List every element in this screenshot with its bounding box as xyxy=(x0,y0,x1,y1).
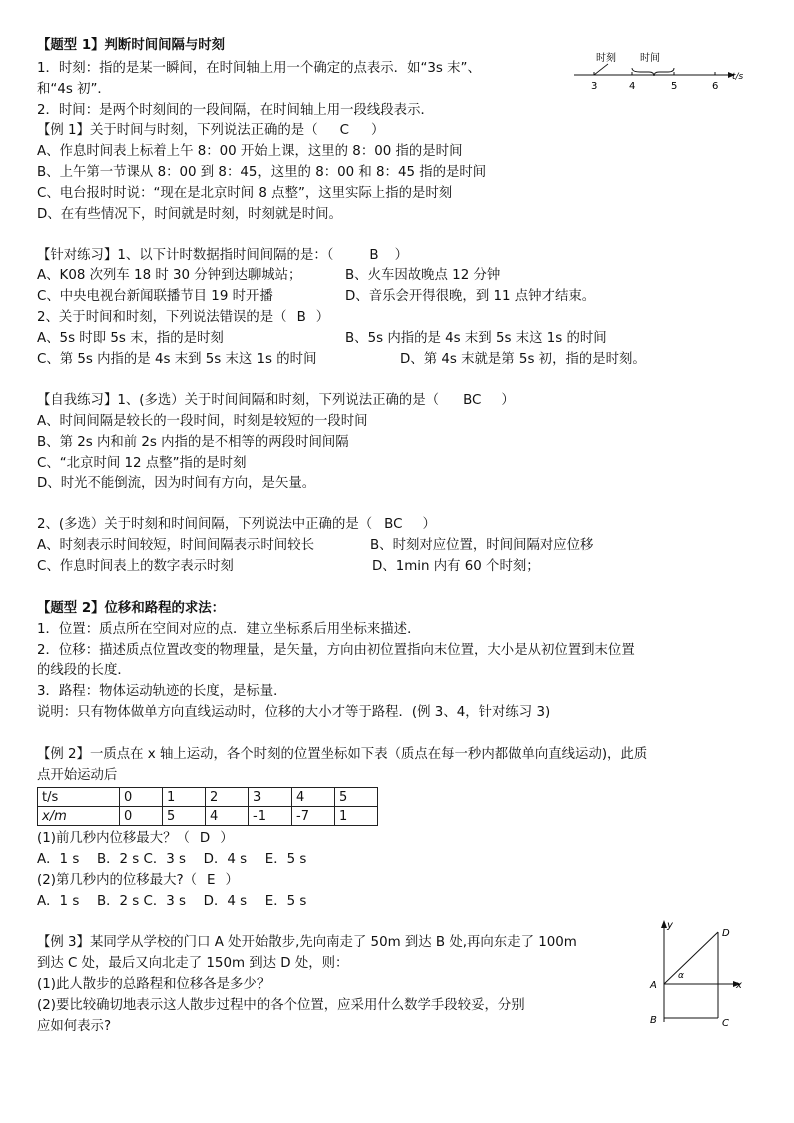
point-a-label: A xyxy=(650,980,657,991)
table-cell: x/m xyxy=(38,807,120,826)
table-cell: t/s xyxy=(38,788,120,807)
table-cell: 0 xyxy=(120,807,163,826)
practice-q2-answer: B xyxy=(296,310,306,325)
position-table xyxy=(37,787,378,826)
tick-label-3: 3 xyxy=(591,81,598,92)
ex1-option-d: D、在有些情况下，时间就是时刻，时刻就是时间。 xyxy=(37,207,342,222)
angle-alpha-label: α xyxy=(678,971,684,981)
table-cell: 3 xyxy=(249,788,292,807)
y-axis-label: y xyxy=(667,920,673,931)
s2-note: 说明：只有物体做单方向直线运动时，位移的大小才等于路程．(例 3、4，针对练习 3) xyxy=(37,705,551,720)
table-cell: -7 xyxy=(292,807,335,826)
ex3-q2: (2)要比较确切地表示这人散步过程中的各个位置，应采用什么数学手段较妥，分别 xyxy=(37,998,525,1013)
ex2-stem-cont: 点开始运动后 xyxy=(37,768,118,783)
table-cell: 4 xyxy=(292,788,335,807)
ex2-q1: (1)前几秒内位移最大？（ D ） xyxy=(37,829,234,849)
s2-point2-cont: 的线段的长度． xyxy=(37,663,131,678)
timeline-interval-label: 时间 xyxy=(640,53,660,64)
ex2-q1-answer: D xyxy=(199,831,211,846)
moment-pointer xyxy=(594,64,608,75)
self-q2-answer: BC xyxy=(384,517,403,532)
point-c-label: C xyxy=(722,1018,729,1029)
self-q1-answer: BC xyxy=(463,393,482,408)
table-cell: 2 xyxy=(206,788,249,807)
section1-title: 【题型 1】判断时间间隔与时刻 xyxy=(37,38,226,53)
s2-point3: 3．路程：物体运动轨迹的长度，是标量． xyxy=(37,684,287,699)
ex1-stem: 【例 1】关于时间与时刻，下列说法正确的是（ C ） xyxy=(37,121,384,141)
self-q1-option-c: C、“北京时间 12 点整”指的是时刻 xyxy=(37,456,247,471)
practice-q1-stem: 【针对练习】1、以下计时数据指时间间隔的是：（ B ） xyxy=(37,246,408,266)
self-q1-option-a: A、时间间隔是较长的一段时间，时刻是较短的一段时间 xyxy=(37,414,368,429)
tick-label-6: 6 xyxy=(712,81,719,92)
ex1-option-b: B、上午第一节课从 8：00 到 8：45，这里的 8：00 和 8：45 指的是时间 xyxy=(37,165,487,180)
practice-q1-option-a: A、K08 次列车 18 时 30 分钟到达聊城站； xyxy=(37,268,302,283)
s1-point2: 2．时间：是两个时刻间的一段间隔，在时间轴上用一段线段表示． xyxy=(37,103,434,118)
table-row xyxy=(38,788,378,807)
table-cell: 1 xyxy=(335,807,378,826)
ex2-q2: (2)第几秒内的位移最大?（ E ） xyxy=(37,871,239,891)
table-row xyxy=(38,807,378,826)
ex1-option-a: A、作息时间表上标着上午 8：00 开始上课，这里的 8：00 指的是时间 xyxy=(37,144,463,159)
table-cell: 4 xyxy=(206,807,249,826)
table-cell: 1 xyxy=(163,788,206,807)
table-cell: -1 xyxy=(249,807,292,826)
timeline-figure xyxy=(570,46,750,96)
s1-point1-cont: 和“4s 初”． xyxy=(37,82,111,97)
point-b-label: B xyxy=(650,1015,657,1026)
self-q1-option-b: B、第 2s 内和前 2s 内指的是不相等的两段时间间隔 xyxy=(37,435,349,450)
ex1-answer: C xyxy=(339,123,349,138)
table-cell: 5 xyxy=(163,807,206,826)
ex2-q2-options: A．1 s B．2 s C．3 s D．4 s E．5 s xyxy=(37,894,307,909)
self-q2-stem: 2、(多选）关于时刻和时间间隔，下列说法中正确的是（ BC ） xyxy=(37,515,436,535)
practice-q1-option-c: C、中央电视台新闻联播节目 19 时开播 xyxy=(37,289,273,304)
self-q1-option-d: D、时光不能倒流，因为时间有方向，是矢量。 xyxy=(37,476,316,491)
ex3-q1: (1)此人散步的总路程和位移各是多少？ xyxy=(37,977,271,992)
timeline-moment-label: 时刻 xyxy=(596,53,616,64)
practice-q2-option-b: B、5s 内指的是 4s 末到 5s 末这 1s 的时间 xyxy=(345,331,607,346)
ex3-line1: 【例 3】某同学从学校的门口 A 处开始散步,先向南走了 50m 到达 B 处,再向东走了 100m xyxy=(37,935,577,950)
tick-label-4: 4 xyxy=(629,81,636,92)
point-d-label: D xyxy=(722,928,730,939)
table-cell: 5 xyxy=(335,788,378,807)
practice-q2-option-d: D、第 4s 末就是第 5s 初，指的是时刻。 xyxy=(400,352,646,367)
practice-q1-option-d: D、音乐会开得很晚，到 11 点钟才结束。 xyxy=(345,289,596,304)
ex1-option-c: C、电台报时时说：“现在是北京时间 8 点整”，这里实际上指的是时刻 xyxy=(37,186,453,201)
segment-ad xyxy=(664,932,718,984)
practice-q1-option-b: B、火车因故晚点 12 分钟 xyxy=(345,268,501,283)
self-q2-option-a: A、时刻表示时间较短，时间间隔表示时间较长 xyxy=(37,538,314,553)
ex2-stem: 【例 2】一质点在 x 轴上运动，各个时刻的位置坐标如下表（质点在每一秒内都做单向直线运动)，此质 xyxy=(37,747,648,762)
self-q1-stem: 【自我练习】1、(多选）关于时间间隔和时刻，下列说法正确的是（ BC ） xyxy=(37,391,515,411)
s2-point1: 1．位置：质点所在空间对应的点．建立坐标系后用坐标来描述． xyxy=(37,622,421,637)
axis-label-t: t/s xyxy=(732,72,744,82)
table-cell: 0 xyxy=(120,788,163,807)
self-q2-option-b: B、时刻对应位置，时间间隔对应位移 xyxy=(370,538,594,553)
practice-q2-stem: 2、关于时间和时刻，下列说法错误的是（ B ） xyxy=(37,308,329,328)
practice-q2-option-c: C、第 5s 内指的是 4s 末到 5s 末这 1s 的时间 xyxy=(37,352,317,367)
tick-label-5: 5 xyxy=(671,81,678,92)
section2-title: 【题型 2】位移和路程的求法： xyxy=(37,601,226,616)
practice-q2-option-a: A、5s 时即 5s 末，指的是时刻 xyxy=(37,331,224,346)
self-q2-option-d: D、1min 内有 60 个时刻； xyxy=(372,559,540,574)
s2-point2: 2．位移：描述质点位置改变的物理量，是矢量，方向由初位置指向末位置，大小是从初位置到末位置 xyxy=(37,643,635,658)
walk-coordinate-figure xyxy=(640,914,750,1034)
ex3-line2: 到达 C 处，最后又向北走了 150m 到达 D 处，则： xyxy=(37,956,349,971)
s1-point1: 1．时刻：指的是某一瞬间，在时间轴上用一个确定的点表示．如“3s 末”、 xyxy=(37,61,481,76)
x-axis-label: x xyxy=(736,980,742,991)
ex2-q1-options: A．1 s B．2 s C．3 s D．4 s E．5 s xyxy=(37,852,307,867)
self-q2-option-c: C、作息时间表上的数字表示时刻 xyxy=(37,559,234,574)
ex3-q2-cont: 应如何表示? xyxy=(37,1019,112,1034)
ex2-q2-answer: E xyxy=(206,873,216,888)
practice-q1-answer: B xyxy=(369,248,379,263)
